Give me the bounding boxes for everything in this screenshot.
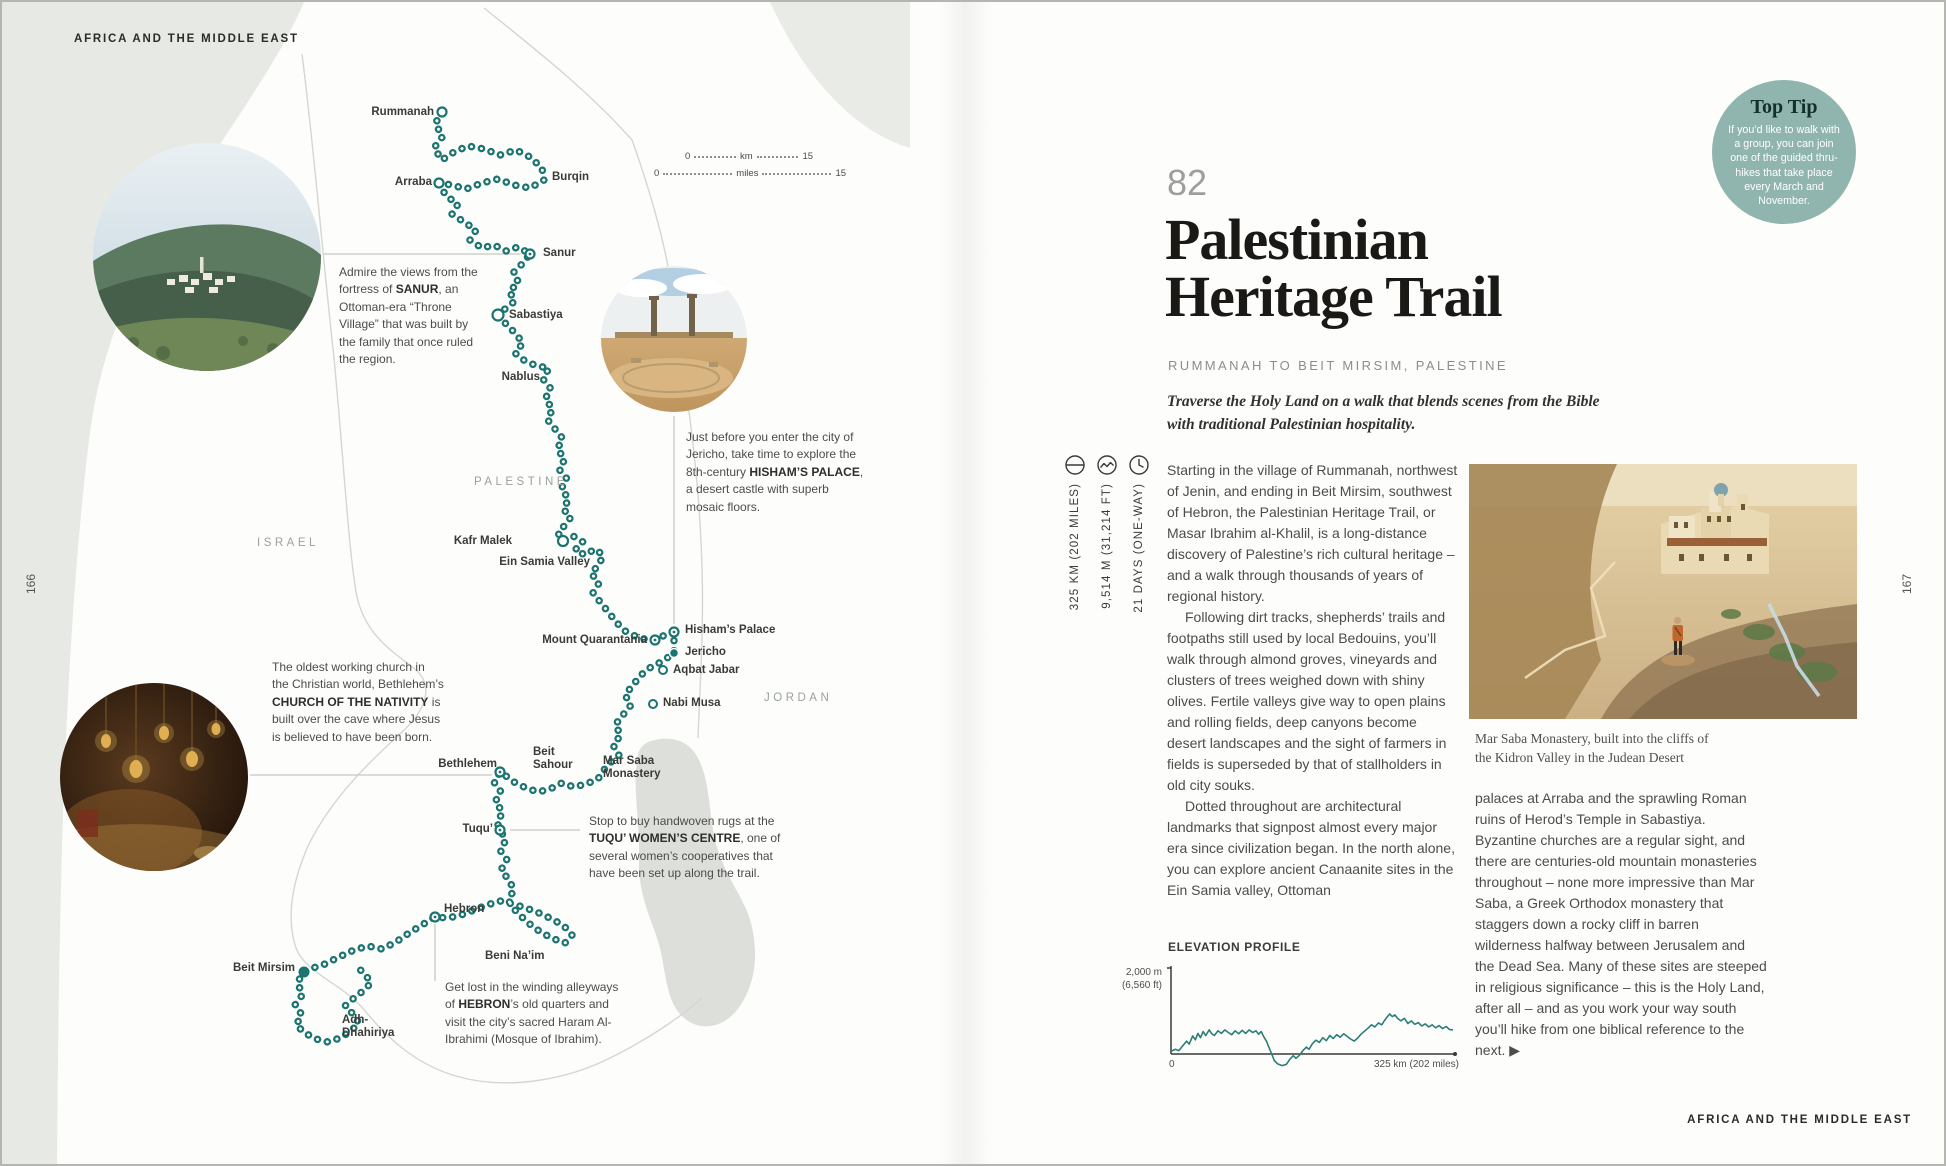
route-title <box>1165 207 1502 329</box>
map-label-mount-quarantania: Mount Quarantania <box>542 634 647 646</box>
route-standfirst: Traverse the Holy Land on a walk that blends scenes from the Bible with traditional Palestinian hospitality. <box>1167 393 1600 434</box>
trail-route <box>295 112 674 1042</box>
photo-sanur-hills <box>93 143 321 371</box>
page-header: AFRICA AND THE MIDDLE EAST <box>74 33 299 45</box>
x-axis-start-label: 0 <box>1169 1059 1175 1070</box>
stat-elevation-label: 9,514 M (31,214 FT) <box>1101 483 1113 609</box>
page-number-left: 166 <box>24 574 38 595</box>
region-label-israel: ISRAEL <box>257 537 319 549</box>
x-axis-end-label: 325 km (202 miles) <box>1373 1059 1459 1070</box>
stat-distance <box>1060 454 1090 654</box>
region-label-palestine: PALESTINE <box>474 476 568 488</box>
elevation-y-axis-label <box>1090 966 1162 992</box>
route-title-line1: Palestinian <box>1165 207 1428 272</box>
stat-elevation <box>1092 454 1122 654</box>
scale-miles-end: 15 <box>835 168 847 179</box>
mar-saba-illustration <box>1469 464 1857 719</box>
y-label-metric: 2,000 m <box>1125 967 1162 978</box>
map-label-hishams-palace: Hisham’s Palace <box>685 624 776 636</box>
roman-ruins-illustration <box>601 266 747 412</box>
map-label-sanur: Sanur <box>543 247 576 259</box>
annotation-sanur: Admire the views from the fortress of SANUR, an Ottoman-era “Throne Village” that was built by the family that once ruled the region. <box>339 265 478 366</box>
map-label-bethlehem: Bethlehem <box>438 758 497 770</box>
map-label-aqbat-jabar: Aqbat Jabar <box>673 664 740 676</box>
map-scale-miles <box>654 168 846 179</box>
scale-miles-unit: miles <box>736 168 759 179</box>
y-label-imperial: (6,560 ft) <box>1121 980 1162 991</box>
map-label-nabi-musa: Nabi Musa <box>663 697 721 709</box>
map-label-jericho: Jericho <box>685 646 726 658</box>
map-label-burqin: Burqin <box>552 171 590 183</box>
photo-caption: Mar Saba Monastery, built into the cliffs of the Kidron Valley in the Judean Desert <box>1475 731 1709 765</box>
annotation-hebron: Get lost in the winding alleyways of HEBRON’s old quarters and visit the city’s sacred Haram Al-Ibrahimi (Mosque of Ibrahim). <box>445 980 619 1047</box>
route-number: 82 <box>1167 162 1208 203</box>
elevation-gain-icon <box>1096 454 1118 476</box>
scale-leader <box>762 173 831 175</box>
map-label-rummanah: Rummanah <box>371 106 434 118</box>
annotation-tuqu-centre: Stop to buy handwoven rugs at the TUQU’ WOMEN’S CENTRE, one of several women’s cooperatives that have been set up along the trail. <box>589 814 781 881</box>
map-label-hebron: Hebron <box>444 903 485 915</box>
x-axis-end-dot <box>1453 1052 1457 1056</box>
jordan-shape <box>770 2 910 148</box>
scale-km-start: 0 <box>685 151 691 162</box>
stat-duration <box>1124 454 1154 654</box>
route-subtitle: RUMMANAH TO BEIT MIRSIM, PALESTINE <box>1168 358 1508 373</box>
border-line-ne <box>484 8 632 140</box>
photo-church-nativity <box>60 683 248 871</box>
scale-km-unit: km <box>740 151 753 162</box>
top-tip-title: Top Tip <box>1750 95 1818 118</box>
stat-duration-label: 21 DAYS (ONE-WAY) <box>1133 483 1145 613</box>
scale-leader <box>757 156 799 158</box>
body-paragraph: Dotted throughout are architectural landmarks that signpost almost every major era since civilization began. In the north alone, you can explore ancient Canaanite sites in the Ein Samia valley, Ottoman <box>1167 798 1455 898</box>
top-tip-badge <box>1712 80 1856 224</box>
sanur-hills-illustration <box>93 143 321 371</box>
route-title-line2: Heritage Trail <box>1165 263 1502 329</box>
scale-km-end: 15 <box>802 151 814 162</box>
page-footer: AFRICA AND THE MIDDLE EAST <box>1687 1114 1912 1126</box>
annotation-church-nativity: The oldest working church in the Christian world, Bethlehem’s CHURCH OF THE NATIVITY is built over the cave where Jesus is believed to have been born. <box>272 660 444 744</box>
annotation-hishams-palace: Just before you enter the city of Jericho, take time to explore the 8th-century HISHAM’S PALACE, a desert castle with superb mosaic floors. <box>686 430 864 514</box>
page-gutter <box>940 2 992 1166</box>
duration-icon <box>1128 454 1150 476</box>
scale-leader <box>663 173 732 175</box>
stat-distance-label: 325 KM (202 MILES) <box>1069 483 1081 611</box>
map-label-arraba: Arraba <box>394 176 432 188</box>
map-label-beni-naim: Beni Na’im <box>485 950 545 962</box>
map-label-beit-sahour: Beit Sahour <box>533 746 573 772</box>
photo-roman-ruins <box>601 266 747 412</box>
scale-miles-start: 0 <box>654 168 660 179</box>
body-paragraph: Following dirt tracks, shepherds’ trails and footpaths still used by local Bedouins, you’ll walk through almond groves, vineyards and clusters of trees weighed down with shiny olives. Fertile valleys give way to open plains and rolling fields, deep canyons become desert landscapes and the sight of farmers in fields is superseded by that of stallholders in old city souks. <box>1167 609 1447 793</box>
top-tip-body: If you’d like to walk with a group, you can join one of the guided thru-hikes that take place every March and November. <box>1728 123 1840 207</box>
map-label-kafr-malek: Kafr Malek <box>453 535 512 547</box>
page-number-right: 167 <box>1900 574 1914 595</box>
map-label-mar-saba: Mar Saba Monastery <box>603 755 661 781</box>
scale-leader <box>694 156 736 158</box>
nativity-interior-illustration <box>60 683 248 871</box>
map-label-tuqu: Tuqu’ <box>462 823 493 835</box>
body-column-2 <box>1475 788 1767 1061</box>
photo-mar-saba <box>1469 464 1857 719</box>
body-column-1 <box>1167 460 1459 901</box>
map-label-beit-mirsim: Beit Mirsim <box>233 962 295 974</box>
elevation-chart-title: ELEVATION PROFILE <box>1168 940 1301 954</box>
body-paragraph: Starting in the village of Rummanah, northwest of Jenin, and ending in Beit Mirsim, southwest of Hebron, the Palestinian Heritage Trail, or Masar Ibrahim al-Khalil, is a long-distance discovery of Palestine’s rich cultural heritage – and a walk through thousands of years of regional history. <box>1167 462 1458 604</box>
map-label-sabastiya: Sabastiya <box>509 309 563 321</box>
map-label-nablus: Nablus <box>501 371 540 383</box>
map-label-ein-samia: Ein Samia Valley <box>499 556 590 568</box>
map-scale-km <box>685 151 813 162</box>
distance-icon <box>1064 454 1086 476</box>
body-paragraph: palaces at Arraba and the sprawling Roman ruins of Herod’s Temple in Sabastiya. Byzantine churches are a regular sight, and there are centuries-old mountain monasteries throughout – none more impressive than Mar Saba, a Greek Orthodox monastery that staggers down a rocky cliff in barren wilderness halfway between Jerusalem and the Dead Sea. Many of these sites are steeped in religious significance – this is the Holy Land, after all – and as you work your way south you’ll hike from one biblical reference to the next. ▶ <box>1475 790 1767 1058</box>
region-label-jordan: JORDAN <box>764 692 833 704</box>
map-label-adh-dhahiriya: Adh-Dhahiriya <box>342 1014 395 1040</box>
